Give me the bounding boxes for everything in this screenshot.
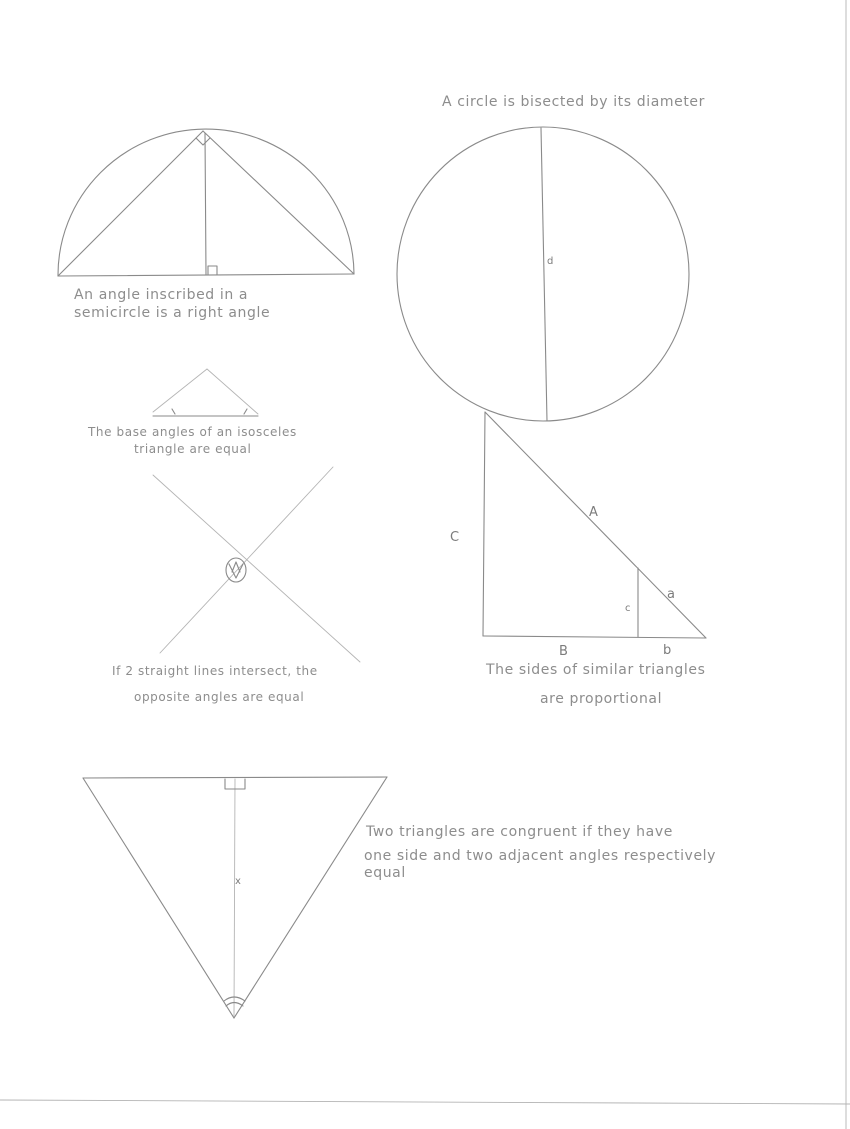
semicircle-figure: [58, 129, 354, 321]
large-triangle-vertical-side: [483, 412, 485, 636]
semicircle-right-chord: [203, 131, 354, 274]
label-small-hypotenuse: a: [667, 587, 675, 602]
diameter-label: d: [547, 256, 554, 267]
inverted-triangle-top: [83, 777, 387, 778]
isosceles-caption-line2: triangle are equal: [134, 442, 252, 456]
similar-triangles-figure: [450, 412, 706, 707]
isosceles-right-side: [207, 369, 258, 414]
inverted-triangle-left: [83, 778, 234, 1018]
intersecting-caption-line1: If 2 straight lines intersect, the: [112, 664, 318, 678]
label-large-vertical: C: [450, 530, 460, 545]
circle-diameter: [541, 128, 547, 421]
intersecting-caption-line2: opposite angles are equal: [134, 690, 305, 704]
label-small-vertical: c: [625, 603, 631, 614]
label-large-hypotenuse: A: [589, 505, 598, 520]
semicircle-caption-line1: An angle inscribed in a: [74, 287, 249, 303]
isosceles-left-side: [153, 369, 207, 412]
semicircle-caption-line2: semicircle is a right angle: [74, 305, 271, 321]
intersecting-lines-figure: [112, 467, 360, 704]
congruent-figure: [83, 777, 716, 1018]
right-angle-mark-apex: [196, 138, 210, 145]
label-large-base: B: [559, 644, 568, 659]
isosceles-caption-line1: The base angles of an isosceles: [88, 425, 297, 439]
line-upper-right-to-lower-left: [160, 467, 333, 653]
inverted-triangle-altitude: [234, 779, 235, 1016]
line-upper-left-to-lower-right: [153, 475, 360, 662]
semicircle-left-chord: [58, 131, 203, 276]
semicircle-altitude: [205, 133, 206, 275]
height-label: x: [235, 876, 241, 887]
similar-caption-line1: The sides of similar triangles: [486, 662, 706, 678]
isosceles-figure: [87, 369, 297, 456]
page-edge-bottom: [0, 1100, 850, 1104]
right-angle-mark-base: [208, 266, 217, 275]
vertical-angle-arcs: [229, 562, 243, 578]
large-triangle-hypotenuse: [485, 412, 706, 638]
circle-figure: [397, 94, 705, 421]
circle-title: A circle is bisected by its diameter: [442, 94, 705, 110]
congruent-caption-line3: equal: [364, 865, 406, 881]
large-triangle-base: [483, 636, 706, 638]
label-small-base: b: [663, 643, 672, 658]
congruent-caption-line2: one side and two adjacent angles respectively: [364, 848, 717, 864]
base-angle-tick-left: [172, 409, 175, 414]
similar-caption-line2: are proportional: [540, 691, 663, 707]
circle-outline: [397, 127, 689, 421]
inverted-triangle-right: [234, 777, 387, 1018]
congruent-caption-line1: Two triangles are congruent if they have: [366, 824, 673, 840]
base-angle-tick-right: [244, 409, 247, 414]
